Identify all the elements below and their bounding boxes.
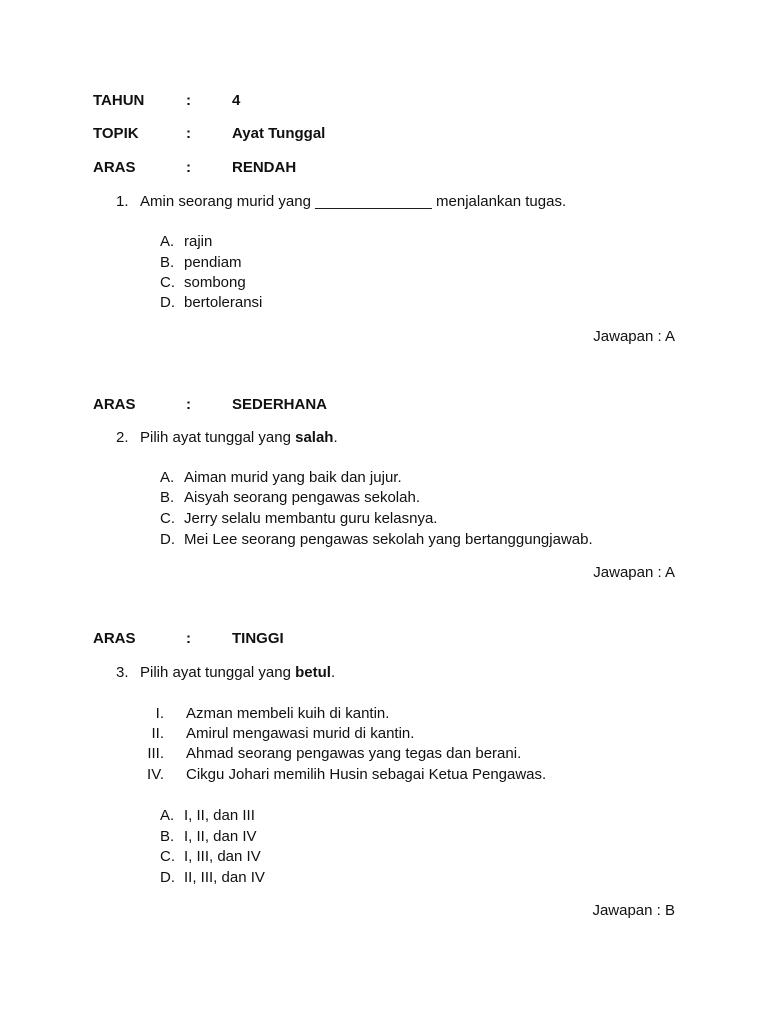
aras-label: ARAS: [93, 396, 136, 413]
statement-text: Cikgu Johari memilih Husin sebagai Ketua Pengawas.: [186, 766, 547, 783]
q1-option-b: [160, 253, 242, 273]
option-letter: C.: [160, 274, 175, 291]
roman-numeral: II.: [151, 725, 164, 742]
option-text: Jerry selalu membantu guru kelasnya.: [184, 510, 438, 527]
q3-answer: Jawapan : B: [592, 902, 675, 919]
option-letter: A.: [160, 807, 175, 824]
tahun-label: TAHUN: [93, 92, 145, 109]
topik-label: TOPIK: [93, 125, 139, 142]
q2-option-b: [160, 488, 420, 508]
statement-text: Azman membeli kuih di kantin.: [186, 705, 390, 722]
tahun-colon: :: [186, 92, 191, 109]
option-letter: B.: [160, 254, 175, 271]
topik-colon: :: [186, 125, 191, 142]
topik-value: Ayat Tunggal: [232, 125, 326, 142]
option-letter: A.: [160, 469, 175, 486]
statement-text: Ahmad seorang pengawas yang tegas dan berani.: [186, 745, 522, 762]
aras-colon: :: [186, 159, 191, 176]
option-text: Aiman murid yang baik dan jujur.: [184, 469, 402, 486]
question-1: [116, 192, 566, 212]
q1-answer: Jawapan : A: [593, 328, 675, 345]
aras-colon: :: [186, 396, 191, 413]
option-letter: B.: [160, 828, 175, 845]
option-letter: D.: [160, 531, 175, 548]
q3-statement-1: [130, 704, 389, 724]
option-text: pendiam: [184, 254, 242, 271]
question-text: Amin seorang murid yang ______________ menjalankan tugas.: [140, 193, 567, 210]
question-3: [116, 663, 335, 683]
question-number: 2.: [116, 429, 129, 446]
q2-option-a: [160, 468, 402, 488]
q3-option-d: [160, 868, 265, 888]
option-letter: C.: [160, 510, 175, 527]
option-text: I, II, dan IV: [184, 828, 257, 845]
option-text: Mei Lee seorang pengawas sekolah yang bertanggungjawab.: [184, 531, 593, 548]
question-number: 3.: [116, 664, 129, 681]
question-punct: .: [333, 429, 338, 446]
option-text: I, II, dan III: [184, 807, 255, 824]
q2-option-d: [160, 530, 593, 550]
option-letter: D.: [160, 869, 175, 886]
q3-option-c: [160, 847, 261, 867]
roman-numeral: III.: [147, 745, 164, 762]
option-letter: A.: [160, 233, 175, 250]
aras-value: SEDERHANA: [232, 396, 328, 413]
q1-option-a: [160, 232, 212, 252]
question-keyword: betul: [295, 664, 331, 681]
option-text: sombong: [184, 274, 246, 291]
option-text: bertoleransi: [184, 294, 263, 311]
option-letter: C.: [160, 848, 175, 865]
question-punct: .: [330, 664, 336, 681]
q2-answer: Jawapan : A: [593, 564, 675, 581]
question-keyword: salah: [295, 429, 334, 446]
option-text: I, III, dan IV: [184, 848, 261, 865]
roman-numeral: IV.: [147, 766, 164, 783]
aras-colon: :: [186, 630, 191, 647]
q2-option-c: [160, 509, 437, 529]
option-letter: D.: [160, 294, 175, 311]
question-number: 1.: [116, 193, 129, 210]
q1-option-c: [160, 273, 246, 293]
option-letter: B.: [160, 489, 175, 506]
tahun-value: 4: [232, 92, 241, 109]
q1-option-d: [160, 293, 262, 313]
aras-label: ARAS: [93, 159, 136, 176]
aras-value: RENDAH: [232, 159, 297, 176]
q3-statement-2: [130, 724, 414, 744]
q3-statement-3: [130, 744, 521, 764]
aras-label: ARAS: [93, 630, 136, 647]
q3-statement-4: [130, 765, 546, 785]
roman-numeral: I.: [155, 705, 164, 722]
question-text: Pilih ayat tunggal yang: [140, 664, 296, 681]
question-2: [116, 428, 338, 448]
option-text: Aisyah seorang pengawas sekolah.: [184, 489, 420, 506]
question-text: Pilih ayat tunggal yang: [140, 429, 296, 446]
q3-option-b: [160, 827, 257, 847]
q3-option-a: [160, 806, 255, 826]
option-text: II, III, dan IV: [184, 869, 265, 886]
statement-text: Amirul mengawasi murid di kantin.: [186, 725, 415, 742]
option-text: rajin: [184, 233, 213, 250]
aras-value: TINGGI: [232, 630, 284, 647]
